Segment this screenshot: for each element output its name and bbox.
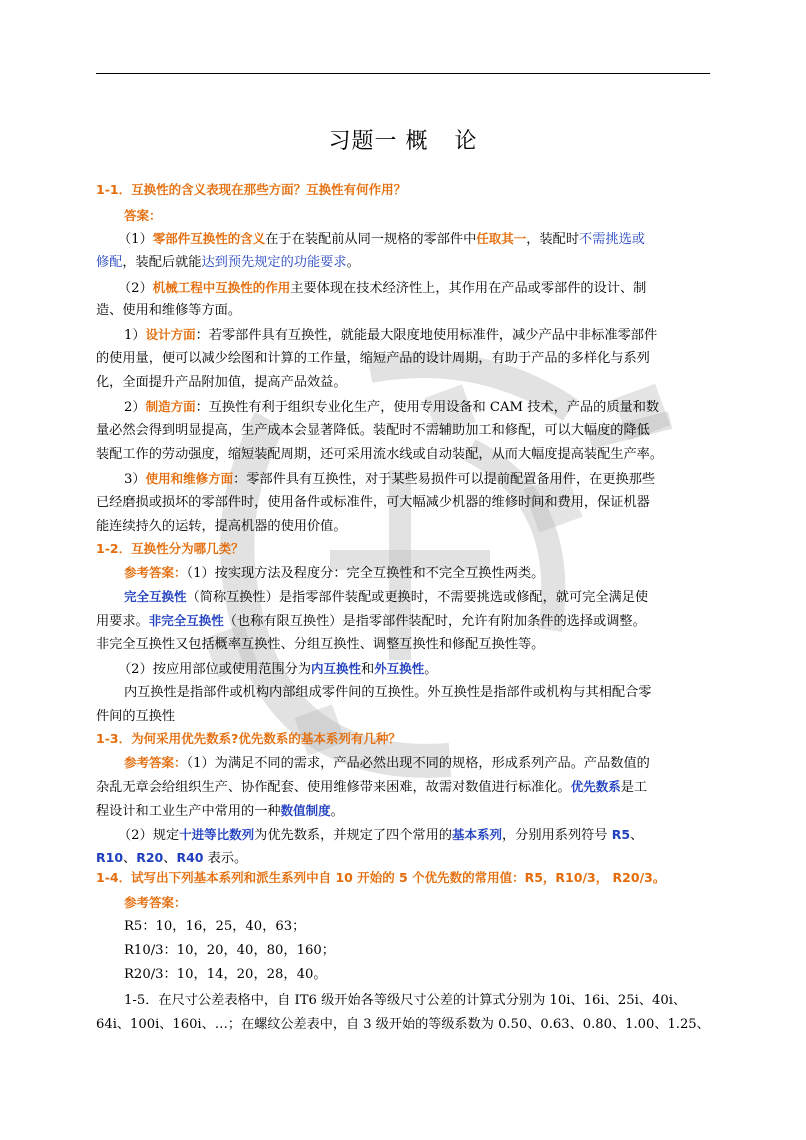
question-1-1: 1-1．互换性的含义表现在那些方面？互换性有何作用？ [96,182,407,197]
question-1-2: 1-2．互换性分为哪几类？ [96,541,244,556]
paragraph-line: 程设计和工业生产中常用的一种数值制度。 [96,803,344,819]
paragraph-line: 杂乱无章会给组织生产、协作配套、使用维修带来困难，故需对数值进行标准化。优先数系是工 [96,779,648,795]
paragraph-line: 完全互换性（简称互换性）是指零部件装配或更换时，不需要挑选或修配，就可完全满足使 [124,589,649,605]
header-rule [96,73,710,74]
paragraph-line: 装配工作的劳动强度，缩短装配周期，还可采用流水线或自动装配，从而大幅度提高装配生产率。 [96,447,664,462]
paragraph-line: （2）按应用部位或使用范围分为内互换性和外互换性。 [118,661,438,677]
paragraph-line: （2）规定十进等比数列为优先数系，并规定了四个常用的基本系列，分别用系列符号 R5、 [118,827,644,843]
paragraph-line: 1）设计方面：若零部件具有互换性，就能最大限度地使用标准件，减少产品中非标准零部件 [124,327,658,343]
paragraph-line: （1）零部件互换性的含义在于在装配前从同一规格的零部件中任取其一，装配时不需挑选或 [118,231,645,247]
page-title: 习题一 概 论 [328,129,478,154]
paragraph-line: 内互换性是指部件或机构内部组成零件间的互换性。外互换性是指部件或机构与其相配合零 [124,685,652,700]
paragraph-line: 造、使用和维修等方面。 [96,303,242,318]
paragraph-line: 化，全面提升产品附加值，提高产品效益。 [96,375,347,390]
paragraph-line: （2）机械工程中互换性的作用主要体现在技术经济性上，其作用在产品或零部件的设计、制 [118,280,647,296]
paragraph-line: 修配，装配后就能达到预先规定的功能要求。 [96,255,360,270]
paragraph-line: 件间的互换性 [96,709,176,724]
paragraph-line: R10、R20、R40 表示。 [96,850,248,866]
question-1-4: 1-4．试写出下列基本系列和派生系列中自 10 开始的 5 个优先数的常用值：R5，R10/3， R20/3。 [96,870,666,885]
paragraph-line: 用要求。非完全互换性（也称有限互换性）是指零部件装配时，允许有附加条件的选择或调整。 [96,613,646,629]
series-values-line: R20/3：10，14，20，28，40。 [124,967,327,982]
paragraph-line: 参考答案：（1）按实现方法及程度分：完全互换性和不完全互换性两类。 [124,565,545,581]
paragraph-line: 3）使用和维修方面：零部件具有互换性，对于某些易损件可以提前配置备用件，在更换那些 [124,471,656,487]
series-values-line: R10/3：10，20，40，80，160； [124,943,335,958]
paragraph-line: 64i、100i、160i、…；在螺纹公差表中，自 3 级开始的等级系数为 0.50、0.63、0.80、1.00、1.25、 [96,1017,710,1032]
paragraph-line: 1-5．在尺寸公差表格中，自 IT6 级开始各等级尺寸公差的计算式分别为 10i、16i、25i、40i、 [124,993,687,1008]
answer-label: 答案： [124,208,162,223]
answer-label: 参考答案： [124,895,187,910]
paragraph-line: 量必然会得到明显提高，生产成本会显著降低。装配时不需辅助加工和修配，可以大幅度的降低 [96,423,650,438]
series-values-line: R5：10，16，25，40，63； [124,919,306,934]
paragraph-line: 能连续持久的运转，提高机器的使用价值。 [96,519,347,534]
paragraph-line: 参考答案：（1）为满足不同的需求，产品必然出现不同的规格，形成系列产品。产品数值的 [124,755,650,771]
paragraph-line: 2）制造方面：互换性有利于组织专业化生产，使用专用设备和 CAM 技术，产品的质量和数 [124,399,660,415]
question-1-3: 1-3．为何采用优先数系?优先数系的基本系列有几种？ [96,731,401,746]
paragraph-line: 的使用量，便可以减少绘图和计算的工作量，缩短产品的设计周期，有助于产品的多样化与系列 [96,351,650,366]
paragraph-line: 非完全互换性又包括概率互换性、分组互换性、调整互换性和修配互换性等。 [96,637,545,652]
paragraph-line: 已经磨损或损坏的零部件时，使用备件或标准件，可大幅减少机器的维修时间和费用，保证机器 [96,495,650,510]
